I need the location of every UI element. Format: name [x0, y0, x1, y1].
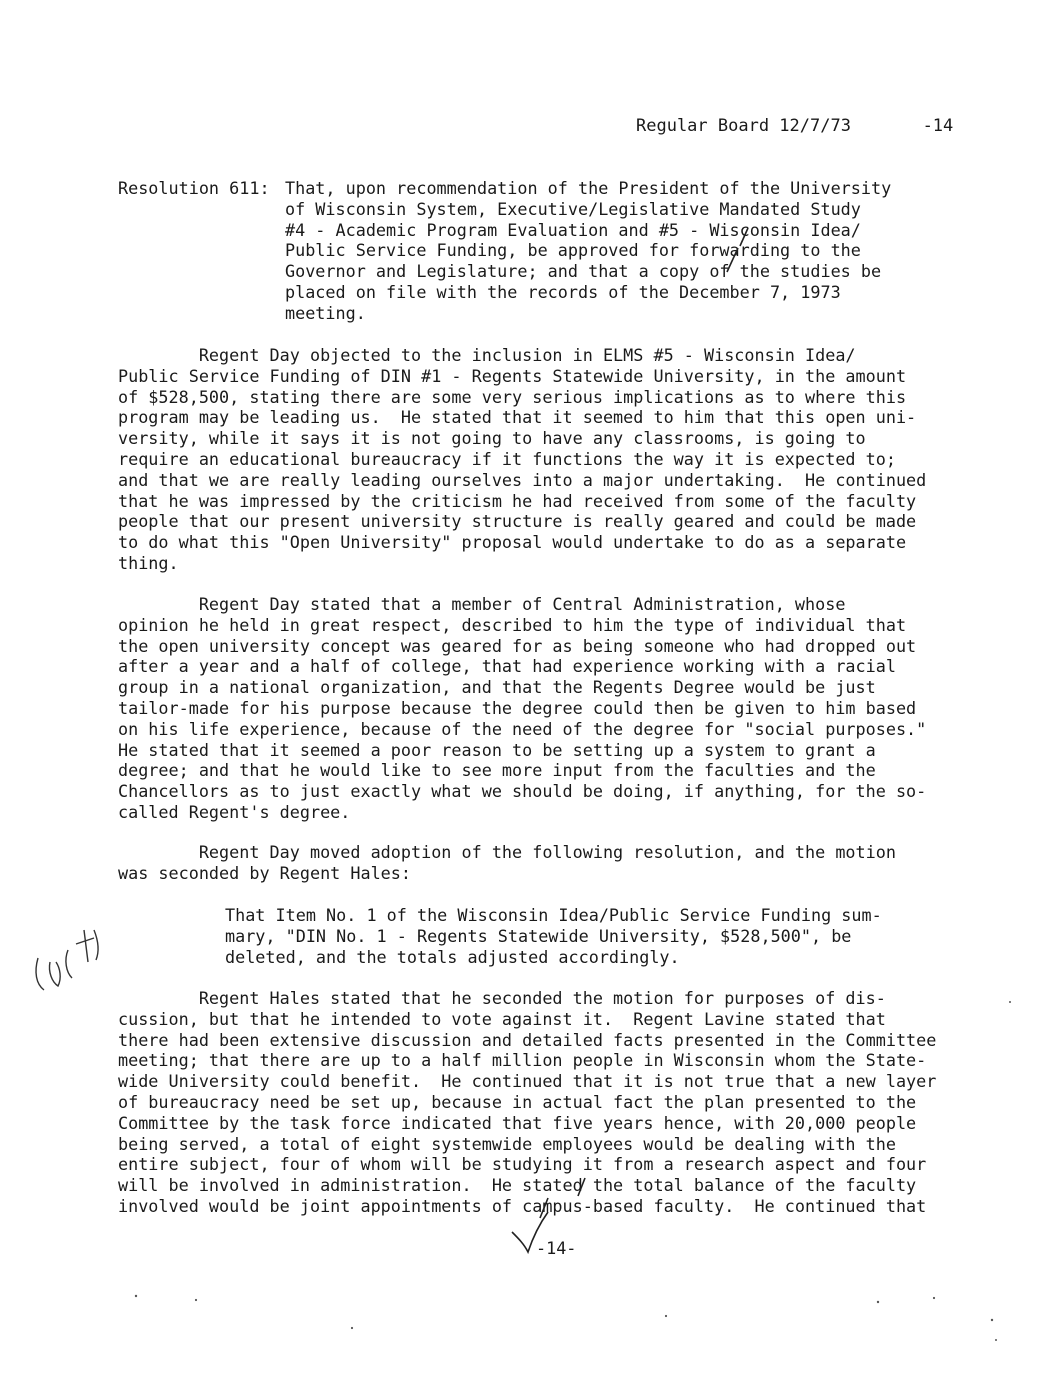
paragraph-regent-day-objection: Regent Day objected to the inclusion in ELMS #5 - Wisconsin Idea/ Public Service Funding of DIN #1 - Regents Statewide University, in the amount of $528,500, stating there are some very serious implications as to where this program may be leading us. He stated that it seemed to him that this open uni- versity, while it says it is not going to have any classrooms, is going to require an educational bureaucracy if it functions the way it is expected to; and that we are really leading ourselves into a major undertaking. He continued that he was impressed by the criticism he had received from some of the faculty people that our present university structure is really geared and could be made to do what this "Open University" proposal would undertake to do as a separate thing. — [118, 345, 927, 573]
resolution-body: That, upon recommendation of the President of the University of Wisconsin System, Executive/Legislative Mandated Study #4 - Academic Program Evaluation and #5 - Wisconsin Idea/ Public Service Funding, be approved for forwarding to the Governor and Legislature; and that a copy of the studies be placed on file with the records of the December 7, 1973 meeting. — [285, 178, 892, 323]
margin-annotation — [36, 930, 98, 990]
page-header: Regular Board 12/7/73 -14 — [636, 116, 954, 136]
paragraph-regent-day-statement: Regent Day stated that a member of Central Administration, whose opinion he held in great respect, described to him the type of individual that the open university concept was geared for as being someone who had dropped out after a year and a half of college, that had experience working with a racial group in a national organization, and that the Regents Degree would be just tailor-made for his purpose because the degree could then be given to him based on his life experience, because of the need of the degree for "social purposes." He stated that it seemed a poor reason to be setting up a system to grant a degree; and that he would like to see more input from the faculties and the Chancellors as to just exactly what we should be doing, if anything, for the so- called Regent's degree. — [118, 594, 927, 822]
page-footer-number: -14- — [536, 1238, 577, 1258]
quoted-resolution: That Item No. 1 of the Wisconsin Idea/Public Service Funding sum- mary, "DIN No. 1 - Regents Statewide University, $528,500", be deleted, and the totals adjusted accordingly. — [225, 905, 882, 967]
paragraph-regent-hales: Regent Hales stated that he seconded the motion for purposes of dis- cussion, but that he intended to vote against it. Regent Lavine stated that there had been extensive discussion and detailed facts presented in the Committee meeting; that there are up to a half million people in Wisconsin whom the State- wide University could benefit. He continued that it is not true that a new layer of bureaucracy need be set up, because in actual fact the plan presented to the Committee by the task force indicated that five years hence, with 20,000 people being served, a total of eight systemwide employees would be dealing with the entire subject, four of whom will be studying it from a research aspect and four will be involved in administration. He stated the total balance of the faculty involved would be joint appointments of campus-based faculty. He continued that — [118, 988, 937, 1216]
paragraph-motion: Regent Day moved adoption of the following resolution, and the motion was seconded by Regent Hales: — [118, 842, 896, 883]
resolution-label: Resolution 611: — [118, 178, 270, 198]
